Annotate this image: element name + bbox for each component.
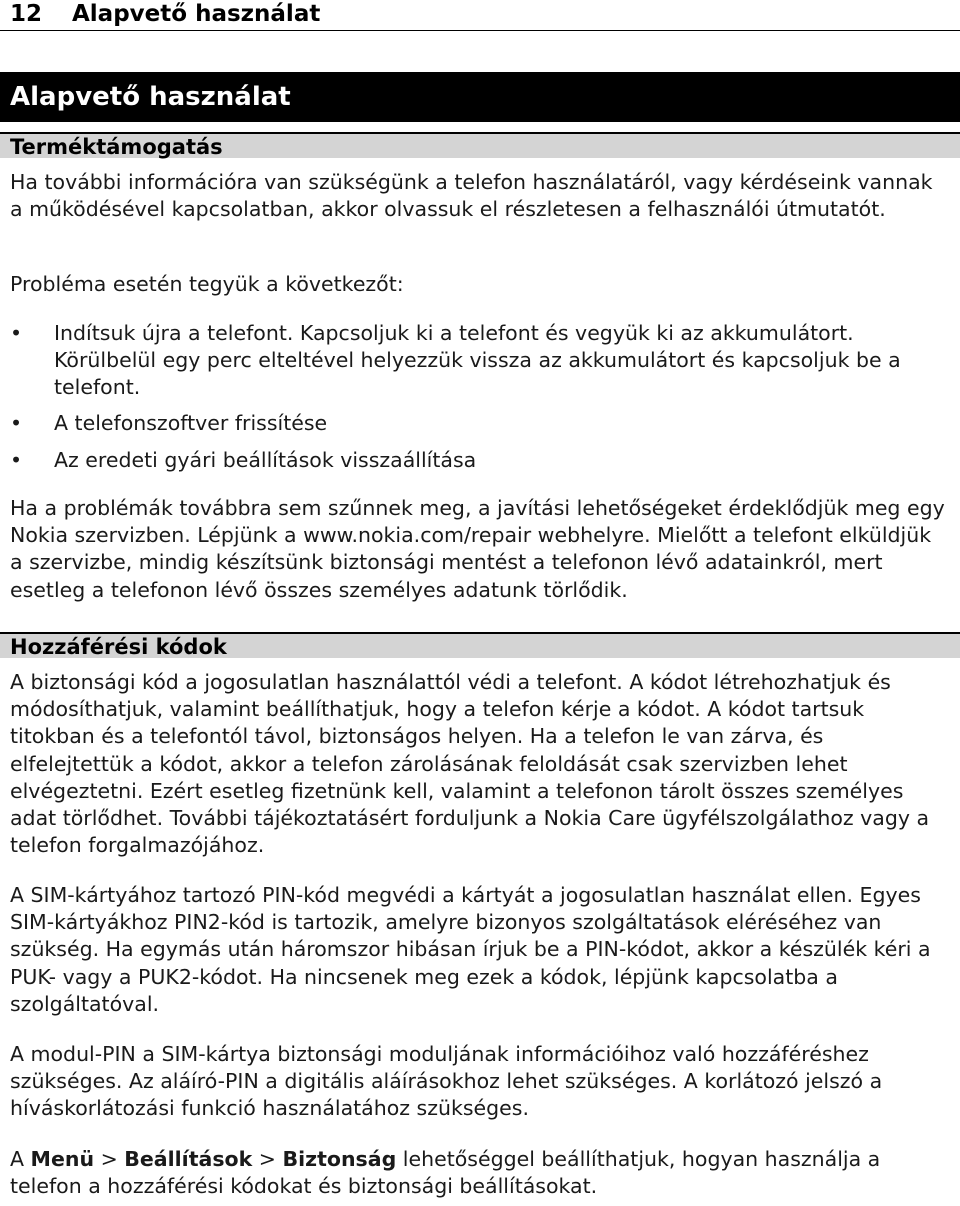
access-codes-paragraph-4 — [10, 1146, 950, 1200]
bullet-icon: • — [10, 411, 23, 435]
menu-path-menu: Menü — [30, 1147, 95, 1171]
access-codes-paragraph-1: A biztonsági kód a jogosulatlan használattól védi a telefont. A kódot létrehozhatjuk és módosíthatjuk, valamint beállíthatjuk, hogy a telefon kérje a kódot. A kódot tartsuk titokban és a telefontól távol, biztonságos helyen. Ha a telefon le van zárva, és elfelejtettük a kódot, akkor a telefon zárolásának feloldását csak szervizben lehet elvégeztetni. Ezért esetleg fizetnünk kell, valamint a telefonon tárolt összes személyes adat törlődhet. További tájékoztatásért forduljunk a Nokia Care ügyfélszolgálathoz vagy a telefon forgalmazójához. — [10, 670, 930, 858]
menu-path-security: Biztonság — [282, 1147, 397, 1171]
list-item-text: A telefonszoftver frissítése — [54, 411, 328, 435]
section-heading-support: Terméktámogatás — [0, 132, 960, 158]
p4-suffix: lehetőséggel beállíthatjuk, hogyan használja a telefon a hozzáférési kódokat és biztonsági beállításokat. — [10, 1147, 881, 1199]
bullet-icon: • — [10, 321, 23, 345]
bullet-icon: • — [10, 448, 23, 472]
running-header — [0, 0, 960, 31]
page-number: 12 — [10, 1, 43, 27]
list-item-text: Az eredeti gyári beállítások visszaállítása — [54, 448, 477, 472]
running-title: Alapvető használat — [72, 1, 321, 27]
support-closing: Ha a problémák továbbra sem szűnnek meg, a javítási lehetőségeket érdeklődjük meg egy Nokia szervizben. Lépjünk a www.nokia.com/repair webhelyre. Mielőtt a telefont elküldjük a szervizbe, mindig készítsünk biztonsági mentést a telefonon lévő adatainkról, mert esetleg a telefonon lévő összes személyes adatunk törlődik. — [10, 496, 945, 602]
list-item-text: Indítsuk újra a telefont. Kapcsoljuk ki a telefont és vegyük ki az akkumulátort. Körülbelül egy perc elteltével helyezzük vissza az akkumulátort és kapcsoljuk be a telefont. — [54, 321, 901, 400]
problem-lead: Probléma esetén tegyük a következőt: — [10, 272, 404, 296]
access-codes-paragraph-3: A modul-PIN a SIM-kártya biztonsági moduljának információihoz való hozzáféréshez szükséges. Az aláíró-PIN a digitális aláírásokhoz lehet szükséges. A korlátozó jelszó a híváskorlátozási funkció használatához szükséges. — [10, 1042, 883, 1121]
section-heading-access-codes: Hozzáférési kódok — [0, 632, 960, 658]
menu-path-separator: > — [252, 1147, 283, 1171]
access-codes-paragraph-2: A SIM-kártyához tartozó PIN-kód megvédi a kártyát a jogosulatlan használat ellen. Egyes SIM-kártyákhoz PIN2-kód is tartozik, amelyre bizonyos szolgáltatások eléréséhez van szükség. Ha egymás után háromszor hibásan írjuk be a PIN-kódot, akkor a készülék kéri a PUK- vagy a PUK2-kódot. Ha nincsenek meg ezek a kódok, lépjünk kapcsolatba a szolgáltatóval. — [10, 883, 931, 1016]
p4-prefix: A — [10, 1147, 31, 1171]
menu-path-settings: Beállítások — [124, 1147, 253, 1171]
support-intro: Ha további információra van szükségünk a telefon használatáról, vagy kérdéseink vannak a működésével kapcsolatban, akkor olvassuk el részletesen a felhasználói útmutatót. — [10, 170, 933, 222]
chapter-title: Alapvető használat — [0, 72, 960, 122]
menu-path-separator: > — [94, 1147, 125, 1171]
